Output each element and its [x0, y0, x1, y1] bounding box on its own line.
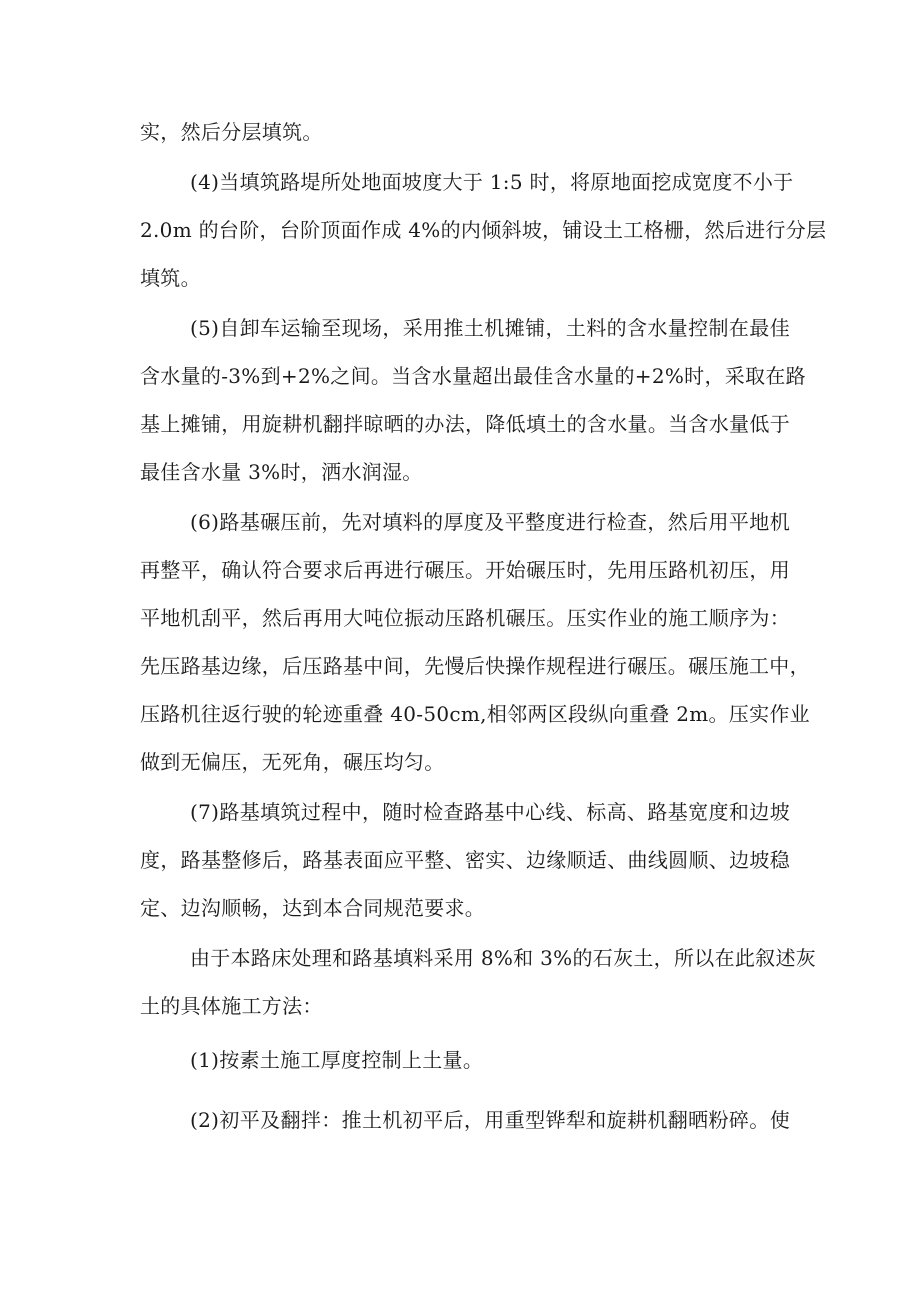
paragraph-5-line-3: 基上摊铺，用旋耕机翻拌晾晒的办法，降低填土的含水量。当含水量低于	[140, 412, 790, 436]
paragraph-7-line-3: 定、边沟顺畅，达到本合同规范要求。	[140, 896, 486, 920]
paragraph-6-line-5: 压路机往返行驶的轮迹重叠 40-50cm,相邻两区段纵向重叠 2m。压实作业	[140, 702, 810, 726]
paragraph-5-line-1: (5)自卸车运输至现场，采用推土机摊铺，土料的含水量控制在最佳	[190, 316, 790, 340]
paragraph-6-line-6: 做到无偏压，无死角，碾压均匀。	[140, 750, 445, 774]
step-1-line: (1)按素土施工厚度控制上土量。	[190, 1048, 484, 1072]
paragraph-5-line-2: 含水量的-3%到+2%之间。当含水量超出最佳含水量的+2%时，采取在路	[140, 364, 806, 388]
paragraph-4-line-3: 填筑。	[140, 266, 201, 290]
lime-soil-intro-line-1: 由于本路床处理和路基填料采用 8%和 3%的石灰土，所以在此叙述灰	[190, 946, 817, 970]
paragraph-4-line-2: 2.0m 的台阶，台阶顶面作成 4%的内倾斜坡，铺设土工格栅，然后进行分层	[140, 218, 827, 242]
step-2-line: (2)初平及翻拌：推土机初平后，用重型铧犁和旋耕机翻晒粉碎。使	[190, 1108, 790, 1132]
paragraph-6-line-2: 再整平，确认符合要求后再进行碾压。开始碾压时，先用压路机初压，用	[140, 558, 790, 582]
text-line: 实，然后分层填筑。	[140, 120, 323, 144]
paragraph-7-line-1: (7)路基填筑过程中，随时检查路基中心线、标高、路基宽度和边坡	[190, 800, 790, 824]
paragraph-6-line-1: (6)路基碾压前，先对填料的厚度及平整度进行检查，然后用平地机	[190, 510, 790, 534]
paragraph-7-line-2: 度，路基整修后，路基表面应平整、密实、边缘顺适、曲线圆顺、边坡稳	[140, 848, 790, 872]
paragraph-6-line-4: 先压路基边缘，后压路基中间，先慢后快操作规程进行碾压。碾压施工中，	[140, 654, 810, 678]
paragraph-4-line-1: (4)当填筑路堤所处地面坡度大于 1:5 时，将原地面挖成宽度不小于	[190, 170, 794, 194]
paragraph-5-line-4: 最佳含水量 3%时，洒水润湿。	[140, 460, 423, 484]
paragraph-6-line-3: 平地机刮平，然后再用大吨位振动压路机碾压。压实作业的施工顺序为：	[140, 606, 790, 630]
lime-soil-intro-line-2: 土的具体施工方法：	[140, 994, 323, 1018]
